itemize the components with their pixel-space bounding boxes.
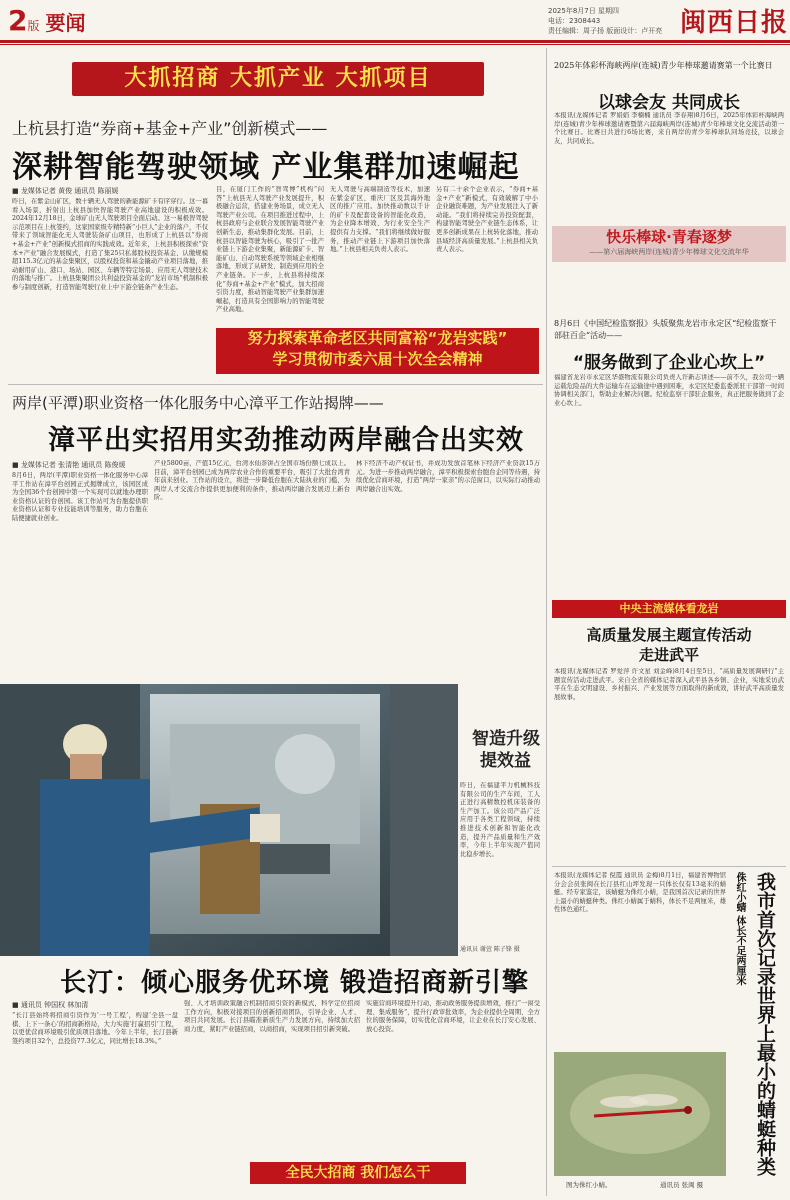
header-rule-thin — [0, 44, 790, 45]
dragonfly-subtitle: 侏红小蜻 体长不足两厘米 — [734, 872, 745, 986]
photo-caption-line-2: 提效益 — [480, 751, 531, 771]
wuping-title-1: 高质量发展主题宣传活动 — [586, 626, 752, 644]
discipline-kicker: 8月6日《中国纪检监察报》头版聚焦龙岩市永定区“纪检监察干部驻百企”活动—— — [554, 319, 777, 340]
investment-banner: 大抓招商 大抓产业 大抓项目 — [72, 62, 484, 96]
header-rule — [0, 40, 790, 43]
second-kicker: 两岸(平潭)职业资格一体化服务中心漳平工作站揭牌—— — [12, 394, 384, 412]
dragonfly-text: 本报讯(龙媒体记者 倪霞 通讯员 金梅)8月1日，福建省博物馆分会会员张闽在长汀县红山坪发现一只体长仅有13毫米的蜻蜓。经专家鉴定，该蜻蜓为侏红小蜻，是我国首次记录的世界上最小的蜻蜓种类。侏红小蜻属于蜻科，体长不足两厘米，雄性体色通红。 — [554, 872, 726, 914]
lead-title: 深耕智能驾驶领域 产业集群加速崛起 — [12, 150, 520, 185]
page-number: 2 — [8, 4, 28, 37]
photo-credit: 通讯员 谢萱 陈子锋 摄 — [460, 946, 520, 953]
issue-date: 2025年8月7日 星期四 — [548, 7, 619, 15]
dragonfly-photo — [554, 1052, 726, 1176]
page-label: 版 — [27, 19, 40, 33]
campaign-line-1: 努力探索革命老区共同富裕“龙岩实践” — [247, 329, 508, 347]
campaign-box — [216, 328, 539, 374]
media-tag: 中央主流媒体看龙岩 — [552, 600, 786, 618]
discipline-title: “服务做到了企业心坎上” — [572, 353, 766, 373]
section-title: 要闻 — [45, 11, 86, 35]
wuping-text: 本报讯(龙媒体记者 罗爱萍 许文星 刘金峰)8月4日至5日，“高质量发展调研行”主题宣传活动走进武平。来自全省的媒体记者深入武平县各乡镇、企业，实地采访武平在生态文明建设、乡村振兴、产业发展等方面取得的新成效，讲好武平高质量发展故事。 — [554, 668, 784, 701]
third-col-2: 强、人才培训政策融合机制招商引资的新模式，科学定位招商工作方向，积极对接项目的创新招商团队，引导企业、人才、项目共同发展。长汀县瞄准新质生产力发展方向，持续加大招商力度，紧盯产业链招商，以商招商，实现项目招引新突破。 — [184, 1000, 360, 1033]
photo-caption-text: 昨日，在福建平力机械科技有限公司的生产车间，工人正进行高精数控机床装备的生产加工。该公司产品广泛应用于各类工程领域，持续推进技术创新和智能化改造，提升产品质量和生产效率，今年上半年实现产值同比稳步增长。 — [460, 782, 540, 858]
dragonfly-title: 我市首次记录世界上最小的蜻蜓种类 — [754, 872, 776, 1176]
baseball-title: 以球会友 共同成长 — [598, 93, 740, 113]
third-col-1: “长汀县始终将招商引资作为‘一号工程’，构建‘全县一盘棋、上下一条心’的招商新格局，大力实施‘打赢招引’工程，以更优营商环境吸引优质项目落地。今年上半年，长汀县新签约项目32个，总投资77.3亿元，同比增长18.3%。” — [12, 1012, 178, 1045]
lead-col-1: 昨日，在紫金山矿区，数十辆无人驾驶的新能源矿卡有序穿行。这一幕看入场景，折射出上杭县加快智能驾驶产业高地建设的积极成效。2024年12月18日，金球矿山无人驾驶项目全面启动。这一易极智驾驶示范项目在上杭签约，这家国家级专精特新“小巨人”企业的落户，不仅带来了领域智能化无人驾驶装备矿山项目，也形成了上杭县以“券商+基金+产业”创新模式招商的实践成效。近年来，上杭县积极探索“资本+产业”融合发展模式，打造了集25只私募股权投资基金、认缴规模超115.3亿元的基金集聚区，以股权投资和基金撬动产业项目落地，推动耐用矿山、港口、场站、园区、车辆等特定场景、应用无人驾驶技术的落地与推广。上杭县集聚团公共利益投资基金的“龙岩市场”机制积极参与制度创新，打造智能驾驶行业上中下游全链条产业生态。 — [12, 198, 208, 291]
photo-caption-line-1: 智造升级 — [472, 729, 540, 749]
column-rule — [546, 48, 547, 1196]
divider — [552, 866, 786, 867]
dragonfly-caption: 图为侏红小蜻。 — [566, 1181, 612, 1189]
campaign-bottom-bar: 全民大招商 我们怎么干 — [250, 1162, 466, 1184]
second-title: 漳平出实招用实劲推动两岸融合出实效 — [48, 425, 524, 456]
second-col-2: 产业5800亩，产值15亿元，台湾水仙茶饼占全国市场份额七成以上。目前，漳平台创园已成为两岸农业合作的重要平台，吸引了大批台湾青年前来创业。工作站的设立，将进一步降低台胞在大陆执业的门槛，为两岸人才交流合作提供更加便利的条件，推动两岸融合发展迈上新台阶。 — [154, 460, 350, 502]
baseball-text: 本报讯(龙媒体记者 罗娟娟 李楠楠 通讯员 李春翔)8月6日，2025年体彩杯海峡两岸(连城)青少年棒球邀请赛暨第六届海峡两岸(连城)青少年棒球文化交流活动第一个比赛日。比赛日共进行6场比赛，来自两岸的青少年棒球队同场竞技，以球会友，共同成长。 — [554, 112, 784, 145]
second-col-3: 林下经济不动产权证书，并成功发放首笔林下经济产业贷款15万元。为进一步推动两岸融合，漳平积极探索台胞台企同等待遇，持续优化营商环境，打造“两岸一家亲”的示范窗口，以实际行动推动两岸融合出实效。 — [356, 460, 540, 493]
paper-logo: 闽西日报 — [680, 8, 789, 38]
divider — [8, 384, 543, 385]
factory-photo — [0, 684, 458, 956]
baseball-kicker: 2025年体彩杯海峡两岸(连城)青少年棒球邀请赛第一个比赛日 — [554, 61, 773, 70]
editor-line: 责任编辑：周子扬 版面设计：卢开亮 — [548, 27, 663, 35]
page-header — [8, 4, 86, 37]
second-col-1: 8月6日，两岸(平潭)职业资格一体化服务中心漳平工作站在漳平台创园正式揭牌成立，该园区成为全国36个台创园中第一个实现可以就地办理职业资格认证的台创园。该工作站可为台胞提供职业资格认证和专业技能培训等服务，助力台胞在陆便捷就业创业。 — [12, 472, 148, 522]
dragonfly-photo-image — [554, 1052, 726, 1176]
baseball-banner-title: 快乐棒球·青春逐梦 — [606, 228, 732, 246]
third-title: 长汀：倾心服务优环境 锻造招商新引擎 — [60, 968, 530, 998]
wuping-title-2: 走进武平 — [638, 646, 699, 664]
lead-kicker: 上杭县打造“券商+基金+产业”创新模式—— — [12, 119, 328, 138]
photo-caption-block — [460, 684, 544, 956]
lead-byline: ■ 龙媒体记者 黄俊 通讯员 陈丽媛 — [12, 187, 119, 195]
baseball-banner — [552, 226, 786, 262]
second-byline: ■ 龙媒体记者 张清艳 通讯员 陈俊煖 — [12, 461, 126, 469]
third-byline: ■ 通讯员 钟国权 林加清 — [12, 1001, 89, 1009]
masthead-info — [548, 6, 662, 36]
factory-photo-image — [0, 684, 458, 956]
lead-col-4: 另有二十余个企业表示，“券商+基金+产业”新模式，有效破解了中小企业融资难题，为产业发展注入了新动能。“我们将持续完善投资配套，构建智能驾驶全产业链生态体系，让更多创新成果在上杭转化落地，推动县域经济高质量发展。”上杭县相关负责人表示。 — [436, 186, 538, 254]
phone: 电话：2308443 — [548, 17, 601, 25]
discipline-text: 福建省龙岩市永定区华盛物流有限公司负责人许新志讲述——前不久，我公司一辆运载危险品的大件运输车在运输途中遇到困难，永定区纪委监委派驻干部第一时间协调相关部门，帮助企业解决问题。纪检监察干部驻企服务，真正把服务做到了企业心坎上。 — [554, 374, 784, 407]
lead-col-3: 无人驾驶与高端制造等技术，加速在紫金矿区、重庆厂区及其海外地区的推广应用。加快推动数以千计的矿卡及配套设备的智能化改造，为企业降本增效、为行业安全生产提供有力支撑。“我们将继续做好服务，推动产业链上下游项目加快落地。”上杭县相关负责人表示。 — [330, 186, 430, 254]
third-col-3: 实施营商环境提升行动，推动政务服务提质增效，推行“一窗受理、集成服务”，提升行政审批效率，为企业提供全周期、全方位的服务保障，切实优化营商环境，让企业在长汀安心发展、放心投资。 — [366, 1000, 540, 1033]
baseball-banner-sub: ——第六届海峡两岸(连城)青少年棒球文化交流年华 — [589, 248, 749, 256]
dragonfly-credit: 通讯员 张闽 摄 — [660, 1181, 704, 1189]
campaign-line-2: 学习贯彻市委六届十次全会精神 — [272, 350, 483, 368]
lead-col-2: 目，在厦门工作的“智驾博”机构“问答”上杭县无人驾驶产业发展提升，积极融合运营，搭建业务场景，成立无人驾驶产业公司。在项目推进过程中，上杭县政府与企业联合发展智能驾驶产业创新生态，推动集群化发展。目前，上杭县以智能驾驶为核心，吸引了一批产业链上下游企业集聚，新能源矿卡、智能矿山、自动驾驶系统等领域企业相继落地，形成了从研发、制造到应用的全产业链条。下一步，上杭县将持续深化“券商+基金+产业”模式，加大招商引资力度，推动智能驾驶产业集群加速崛起，打造具有全国影响力的智能驾驶产业高地。 — [216, 186, 324, 314]
